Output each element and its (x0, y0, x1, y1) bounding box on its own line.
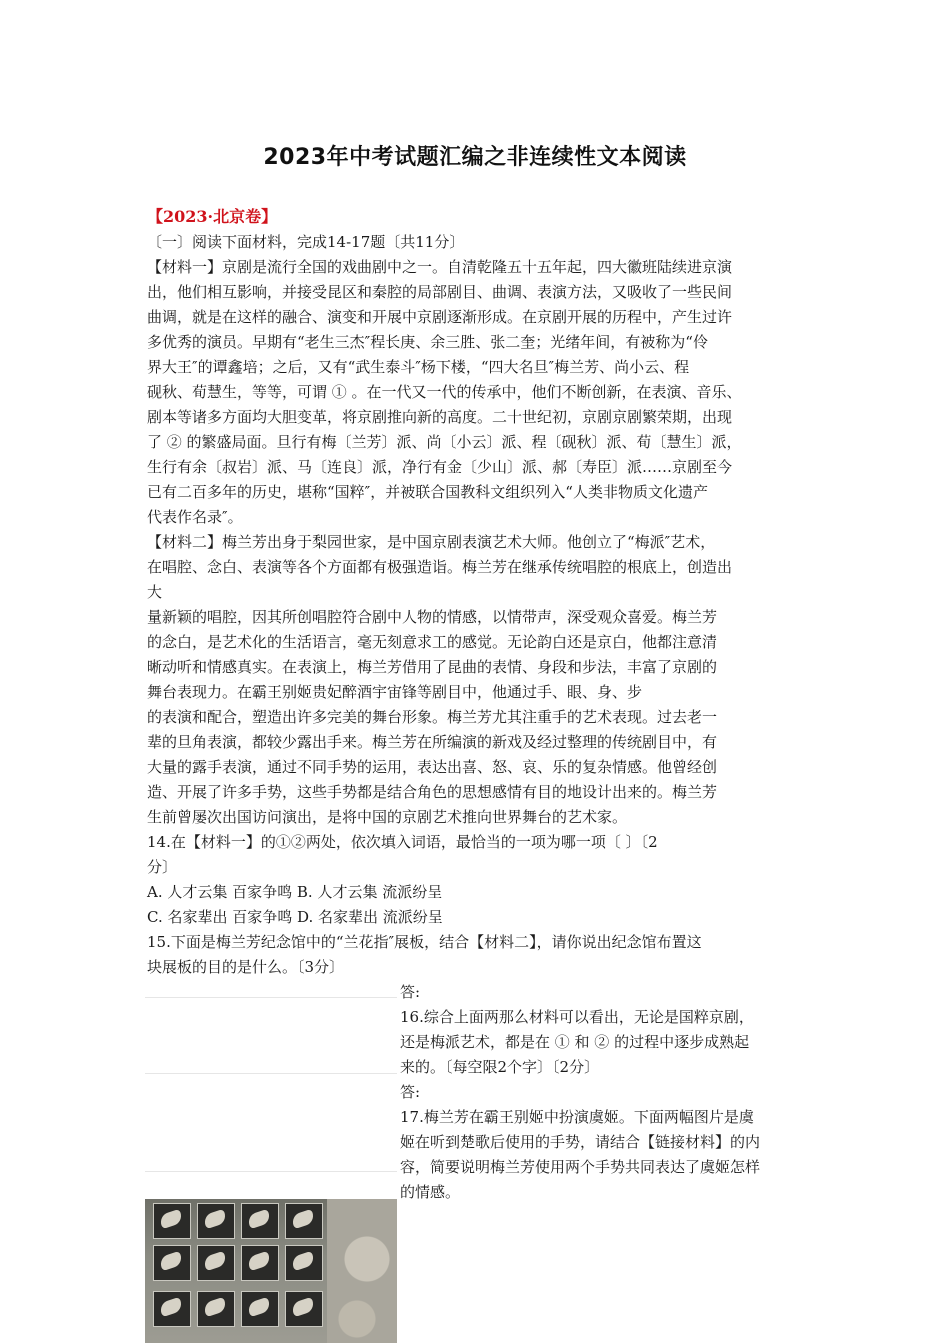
hand-gesture-tile (153, 1245, 191, 1281)
answer-label: 答: (400, 983, 421, 1001)
hand-gesture-photo (145, 1199, 397, 1343)
text-line: 还是梅派艺术，都是在 ① 和 ② 的过程中逐步成熟起 (400, 1033, 750, 1051)
text-line: 来的。〔每空限2个字〕〔2分〕 (400, 1058, 600, 1076)
hand-gesture-tile (285, 1291, 323, 1327)
hand-gesture-tile (241, 1245, 279, 1281)
hand-gesture-tile (285, 1203, 323, 1239)
text-line: 17.梅兰芳在霸王别姬中扮演虞姬。下面两幅图片是虞 (400, 1108, 754, 1126)
text-line: 【材料二】梅兰芳出身于梨园世家，是中国京剧表演艺术大师。他创立了“梅派″艺术， (147, 533, 716, 551)
answer-label: 答: (400, 1083, 421, 1101)
text-line: 生前曾屡次出国访问演出，是将中国的京剧艺术推向世界舞台的艺术家。 (147, 808, 628, 826)
text-line: 姬在听到楚歌后使用的手势，请结合【链接材料】的内 (400, 1133, 761, 1151)
text-line: 晰动听和情感真实。在表演上，梅兰芳借用了昆曲的表情、身段和步法，丰富了京剧的 (147, 658, 718, 676)
text-line: 在唱腔、念白、表演等各个方面都有极强造诣。梅兰芳在继承传统唱腔的根底上，创造出 (147, 558, 733, 576)
text-line: 的情感。 (400, 1183, 461, 1201)
divider (145, 1073, 397, 1074)
hand-gesture-tile (241, 1203, 279, 1239)
text-line: 辈的旦角表演，都较少露出手来。梅兰芳在所编演的新戏及经过整理的传统剧目中，有 (147, 733, 718, 751)
text-line: 块展板的目的是什么。〔3分〕 (147, 958, 345, 976)
text-line: 曲调，就是在这样的融合、演变和开展中京剧逐渐形成。在京剧开展的历程中，产生过许 (147, 308, 733, 326)
text-line: 分〕 (147, 858, 178, 876)
text-line: C. 名家辈出 百家争鸣 D. 名家辈出 流派纷呈 (147, 908, 443, 926)
text-line: 生行有余〔叔岩〕派、马〔连良〕派，净行有金〔少山〕派、郝〔寿臣〕派……京剧至今 (147, 458, 733, 476)
hand-gesture-tile (153, 1291, 191, 1327)
text-line: 舞台表现力。在霸王别姬贵妃醉酒宇宙锋等剧目中，他通过手、眼、身、步 (147, 683, 643, 701)
decorative-pattern (327, 1199, 397, 1343)
hand-gesture-tile (197, 1245, 235, 1281)
text-line: 量新颖的唱腔，因其所创唱腔符合剧中人物的情感，以情带声，深受观众喜爱。梅兰芳 (147, 608, 718, 626)
text-line: 16.综合上面两那么材料可以看出，无论是国粹京剧， (400, 1008, 754, 1026)
text-line: 了 ② 的繁盛局面。旦行有梅〔兰芳〕派、尚〔小云〕派、程〔砚秋〕派、荀〔慧生〕派， (147, 433, 742, 451)
document-title: 2023年中考试题汇编之非连续性文本阅读 (263, 145, 687, 170)
text-line: 界大王″的谭鑫培；之后，又有“武生泰斗″杨下楼，“四大名旦″梅兰芳、尚小云、程 (147, 358, 690, 376)
hand-gesture-tile (285, 1245, 323, 1281)
text-line: 14.在【材料一】的①②两处，依次填入词语，最恰当的一项为哪一项〔 〕〔2 (147, 833, 658, 851)
text-line: 多优秀的演员。早期有“老生三杰″程长庚、余三胜、张二奎；光绪年间，有被称为“伶 (147, 333, 708, 351)
text-line: 容，简要说明梅兰芳使用两个手势共同表达了虞姬怎样 (400, 1158, 761, 1176)
orchid-hand-exhibit-image (145, 983, 397, 1343)
text-line: 出，他们相互影响，并接受昆区和秦腔的局部剧目、曲调、表演方法，又吸收了一些民间 (147, 283, 733, 301)
text-line: 代表作名录″。 (147, 508, 243, 526)
text-line: 〔一〕阅读下面材料，完成14-17题〔共11分〕 (147, 233, 465, 251)
section-label: 【2023·北京卷】 (147, 207, 278, 226)
text-line: 【材料一】京剧是流行全国的戏曲剧中之一。自清乾隆五十五年起，四大徽班陆续进京演 (147, 258, 733, 276)
text-line: 的念白，是艺术化的生活语言，毫无刻意求工的感觉。无论韵白还是京白，他都注意清 (147, 633, 718, 651)
text-line: 造、开展了许多手势，这些手势都是结合角色的思想感情有目的地设计出来的。梅兰芳 (147, 783, 718, 801)
divider (145, 1171, 397, 1172)
text-line: A. 人才云集 百家争鸣 B. 人才云集 流派纷呈 (147, 883, 443, 901)
hand-gesture-tile (197, 1203, 235, 1239)
text-line: 的表演和配合，塑造出许多完美的舞台形象。梅兰芳尤其注重手的艺术表现。过去老一 (147, 708, 718, 726)
hand-gesture-tile (153, 1203, 191, 1239)
text-line: 大量的露手表演，通过不同手势的运用，表达出喜、怒、哀、乐的复杂情感。他曾经创 (147, 758, 718, 776)
text-line: 砚秋、荀慧生，等等，可谓 ① 。在一代又一代的传承中，他们不断创新，在表演、音乐、 (147, 383, 742, 401)
divider (145, 997, 397, 998)
text-line: 剧本等诸多方面均大胆变革，将京剧推向新的高度。二十世纪初，京剧京剧繁荣期，出现 (147, 408, 733, 426)
hand-gesture-tile (197, 1291, 235, 1327)
hand-gesture-tile (241, 1291, 279, 1327)
text-line: 15.下面是梅兰芳纪念馆中的“兰花指″展板，结合【材料二】，请你说出纪念馆布置这 (147, 933, 702, 951)
text-line: 大 (147, 583, 163, 601)
text-line: 已有二百多年的历史，堪称“国粹″，并被联合国教科文组织列入“人类非物质文化遗产 (147, 483, 708, 501)
